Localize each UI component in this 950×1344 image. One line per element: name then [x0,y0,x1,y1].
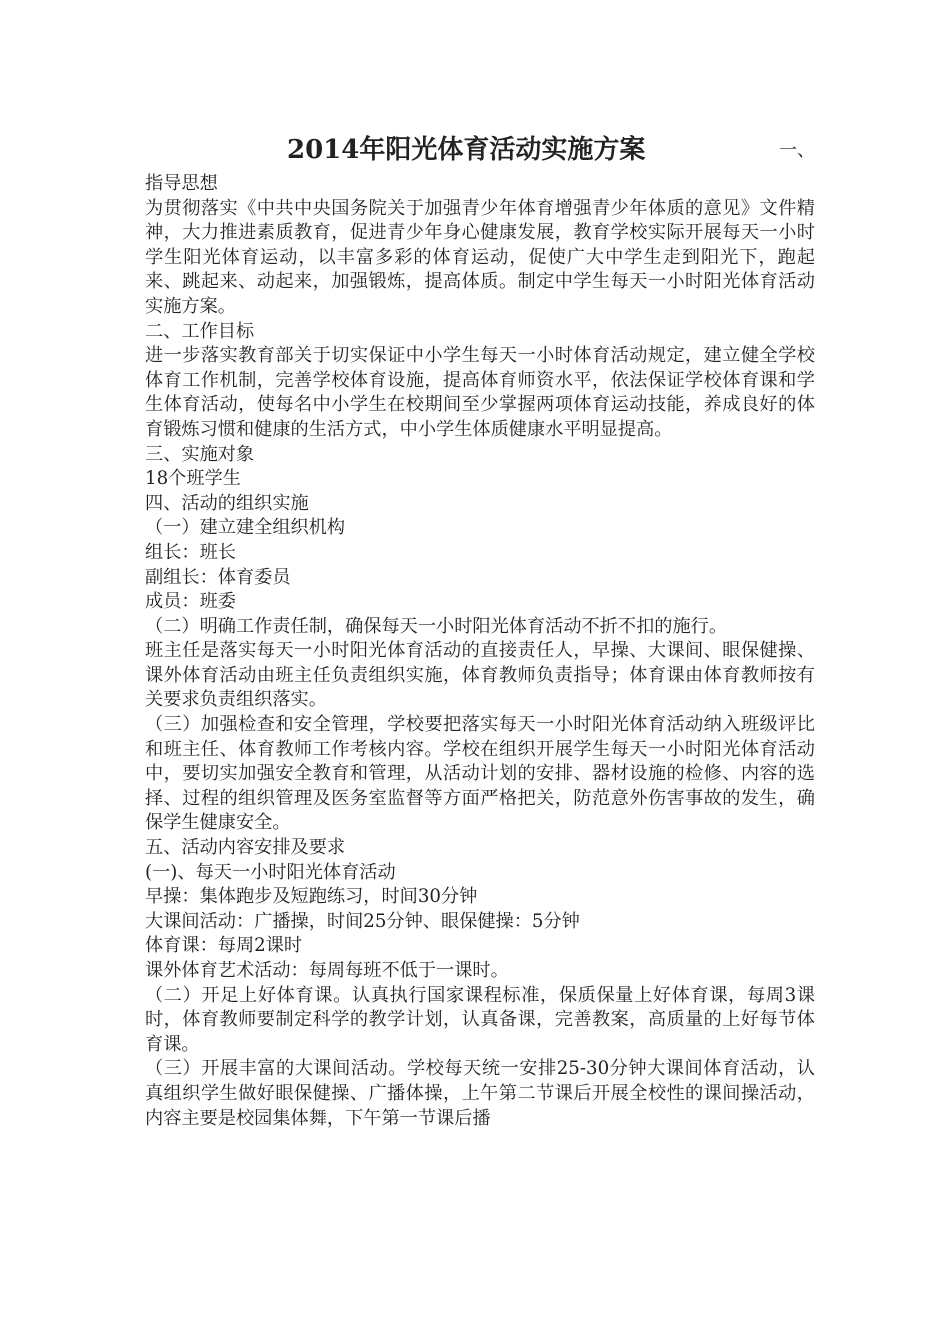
paragraph: （一）建立建全组织机构 [145,517,346,539]
document-body [145,172,815,1131]
paragraph: （三）加强检查和安全管理，学校要把落实每天一小时阳光体育活动纳入班级评比和班主任、体育教师工作考核内容。学校在组织开展学生每天一小时阳光体育活动中，要切实加强安全教育和管理，从活动计划的安排、器材设施的检修、内容的选择、过程的组织管理及医务室监督等方面严格把关，防范意外伤害事故的发生，确保学生健康安全。 [145,714,815,834]
paragraph: 早操：集体跑步及短跑练习，时间30分钟 [145,886,478,908]
paragraph: 班主任是落实每天一小时阳光体育活动的直接责任人，早操、大课间、眼保健操、课外体育活动由班主任负责组织实施，体育教师负责指导；体育课由体育教师按有关要求负责组织落实。 [145,640,815,711]
paragraph: 18个班学生 [145,468,241,490]
paragraph: 副组长：体育委员 [145,566,291,588]
paragraph: （二）明确工作责任制，确保每天一小时阳光体育活动不折不扣的施行。 [145,615,728,637]
paragraph: 课外体育艺术活动：每周每班不低于一课时。 [145,960,509,981]
document-title: 2014年阳光体育活动实施方案 [287,135,646,165]
title-row [145,132,815,172]
paragraph: 进一步落实教育部关于切实保证中小学生每天一小时体育活动规定，建立健全学校体育工作机制，完善学校体育设施，提高体育师资水平，依法保证学校体育课和学生体育活动，使每名中小学生在校期间至少掌握两项体育运动技能，养成良好的体育锻炼习惯和健康的生活方式，中小学生体质健康水平明显提高。 [145,345,815,440]
paragraph: （三）开展丰富的大课间活动。学校每天统一安排25-30分钟大课间体育活动，认真组织学生做好眼保健操、广播体操，上午第二节课后开展全校性的课间操活动，内容主要是校园集体舞，下午第一节课后播 [145,1058,815,1129]
paragraph: （二）开足上好体育课。认真执行国家课程标准，保质保量上好体育课，每周3课时，体育教师要制定科学的教学计划，认真备课，完善教案，高质量的上好每节体育课。 [145,984,815,1055]
paragraph: 体育课：每周2课时 [145,935,303,957]
paragraph: 三、实施对象 [145,443,255,465]
section-number-one: 一、 [779,140,815,161]
paragraph: 为贯彻落实《中共中央国务院关于加强青少年体育增强青少年体质的意见》文件精神，大力推进素质教育，促进青少年身心健康发展，教育学校实际开展每天一小时学生阳光体育运动，以丰富多彩的体育运动，促使广大中学生走到阳光下，跑起来、跳起来、动起来，加强锻炼，提高体质。制定中学生每天一小时阳光体育活动实施方案。 [145,197,815,317]
paragraph: 大课间活动：广播操，时间25分钟、眼保健操：5分钟 [145,910,580,932]
paragraph: 二、工作目标 [145,320,255,342]
paragraph: 五、活动内容安排及要求 [145,837,346,859]
paragraph: 四、活动的组织实施 [145,492,309,514]
paragraph: 指导思想 [145,173,218,194]
paragraph: (一)、每天一小时阳光体育活动 [145,861,396,883]
paragraph: 组长：班长 [145,541,236,563]
paragraph: 成员：班委 [145,591,236,613]
